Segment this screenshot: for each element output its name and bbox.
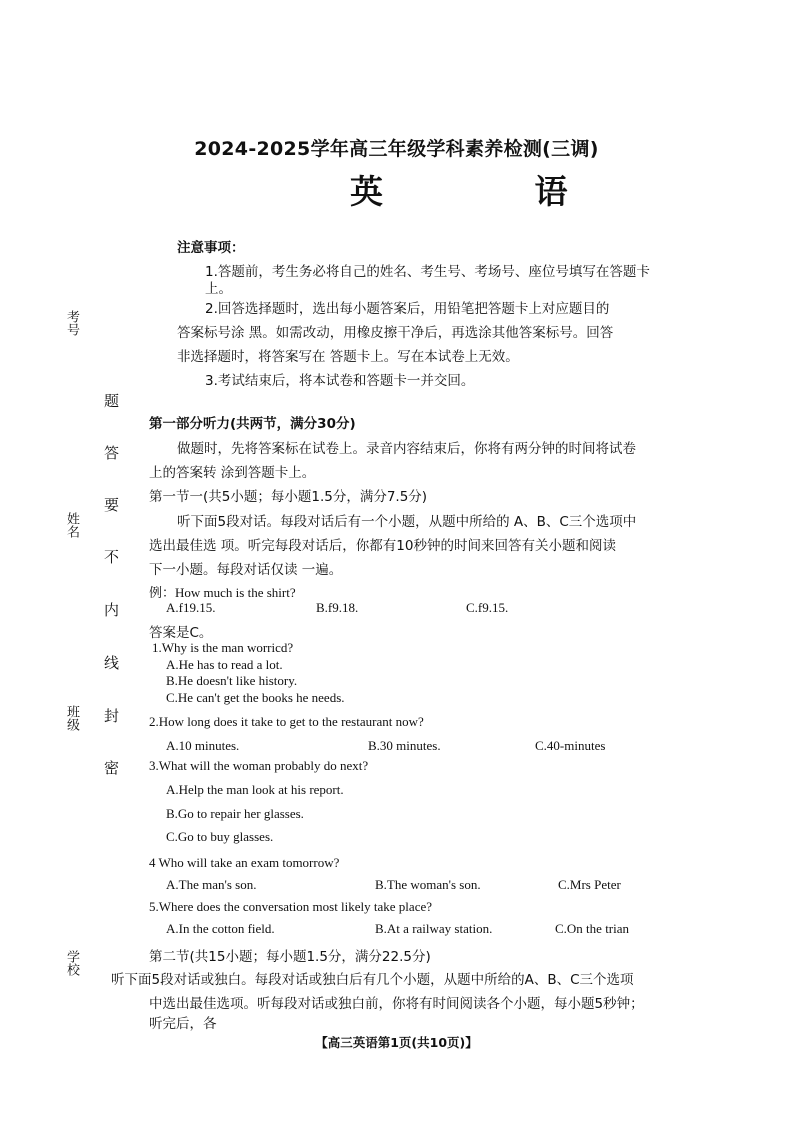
part1-heading: 第一部分听力(共两节，满分30分) [149, 416, 356, 432]
seal-char: 密 [104, 759, 120, 777]
question-option: B.Go to repair her glasses. [166, 806, 304, 821]
subject-title: 英 语 [350, 172, 638, 211]
margin-label-name: 姓名 [64, 512, 79, 538]
section1-heading: 第一节一(共5小题；每小题1.5分，满分7.5分) [149, 489, 428, 505]
example-option-c: C.f9.15. [466, 600, 509, 615]
notice-item: 答案标号涂 黑。如需改动，用橡皮擦干净后，再选涂其他答案标号。回答 [177, 325, 614, 341]
notice-item: 上。 [205, 281, 232, 297]
example-option-b: B.f9.18. [316, 600, 359, 615]
question-option: C.Go to buy glasses. [166, 829, 274, 844]
seal-char: 不 [104, 548, 120, 566]
part1-intro: 上的答案转 涂到答题卡上。 [149, 465, 316, 481]
question-option: C.On the trian [555, 921, 630, 936]
question-option: C.40-minutes [535, 738, 606, 753]
margin-label-class: 班级 [64, 705, 79, 731]
seal-char: 答 [104, 444, 120, 462]
margin-label-exam-number: 考号 [64, 310, 79, 336]
question-option: A.In the cotton field. [166, 921, 275, 936]
question-option: B.At a railway station. [375, 921, 493, 936]
section2-instructions: 中选出最佳选项。听每段对话或独白前，你将有时间阅读各个小题，每小题5秒钟； [149, 996, 644, 1012]
section1-instructions: 下一小题。每段对话仅读 一遍。 [149, 562, 343, 578]
section2-instructions: 听下面5段对话或独白。每段对话或独白后有几个小题，从题中所给的A、B、C三个选项 [111, 972, 634, 988]
margin-label-school: 学校 [64, 950, 79, 976]
notice-item: 3.考试结束后，将本试卷和答题卡一并交回。 [205, 373, 475, 389]
seal-char: 题 [104, 392, 120, 410]
example-question: 例：How much is the shirt? [149, 585, 296, 600]
question-option: A.Help the man look at his report. [166, 782, 344, 797]
section1-instructions: 选出最佳选 项。听完每段对话后，你都有10秒钟的时间来回答有关小题和阅读 [149, 538, 616, 554]
section2-heading: 第二节(共15小题；每小题1.5分，满分22.5分) [149, 949, 431, 965]
question-text: 5.Where does the conversation most likely take place? [149, 899, 433, 914]
part1-intro: 做题时，先将答案标在试卷上。录音内容结束后，你将有两分钟的时间将试卷 [177, 441, 636, 457]
example-option-a: A.f19.15. [166, 600, 216, 615]
question-option: A.10 minutes. [166, 738, 240, 753]
question-option: C.He can't get the books he needs. [166, 690, 345, 705]
question-text: 4 Who will take an exam tomorrow? [149, 855, 340, 870]
question-option: C.Mrs Peter [558, 877, 621, 892]
question-option: A.He has to read a lot. [166, 657, 283, 672]
question-text: 2.How long does it take to get to the restaurant now? [149, 714, 424, 729]
notice-heading: 注意事项： [177, 240, 245, 256]
question-option: B.He doesn't like history. [166, 673, 298, 688]
seal-char: 封 [104, 707, 120, 725]
question-option: B.The woman's son. [375, 877, 481, 892]
exam-title: 2024-2025学年高三年级学科素养检测(三调) [194, 138, 599, 160]
seal-char: 线 [104, 654, 120, 672]
question-text: 1.Why is the man worricd? [152, 640, 294, 655]
section2-instructions: 听完后，各 [149, 1016, 217, 1032]
seal-char: 内 [104, 601, 120, 619]
seal-char: 要 [104, 496, 120, 514]
notice-item: 非选择题时，将答案写在 答题卡上。写在本试卷上无效。 [177, 349, 519, 365]
notice-item: 2.回答选择题时，选出每小题答案后，用铅笔把答题卡上对应题目的 [205, 301, 610, 317]
question-option: A.The man's son. [166, 877, 257, 892]
notice-item: 1.答题前，考生务必将自己的姓名、考生号、考场号、座位号填写在答题卡 [205, 264, 650, 280]
example-answer: 答案是C。 [149, 625, 213, 641]
section1-instructions: 听下面5段对话。每段对话后有一个小题，从题中所给的 A、B、C三个选项中 [177, 514, 637, 530]
question-option: B.30 minutes. [368, 738, 441, 753]
page-footer: 【高三英语第1页(共10页)】 [315, 1035, 478, 1050]
question-text: 3.What will the woman probably do next? [149, 758, 369, 773]
